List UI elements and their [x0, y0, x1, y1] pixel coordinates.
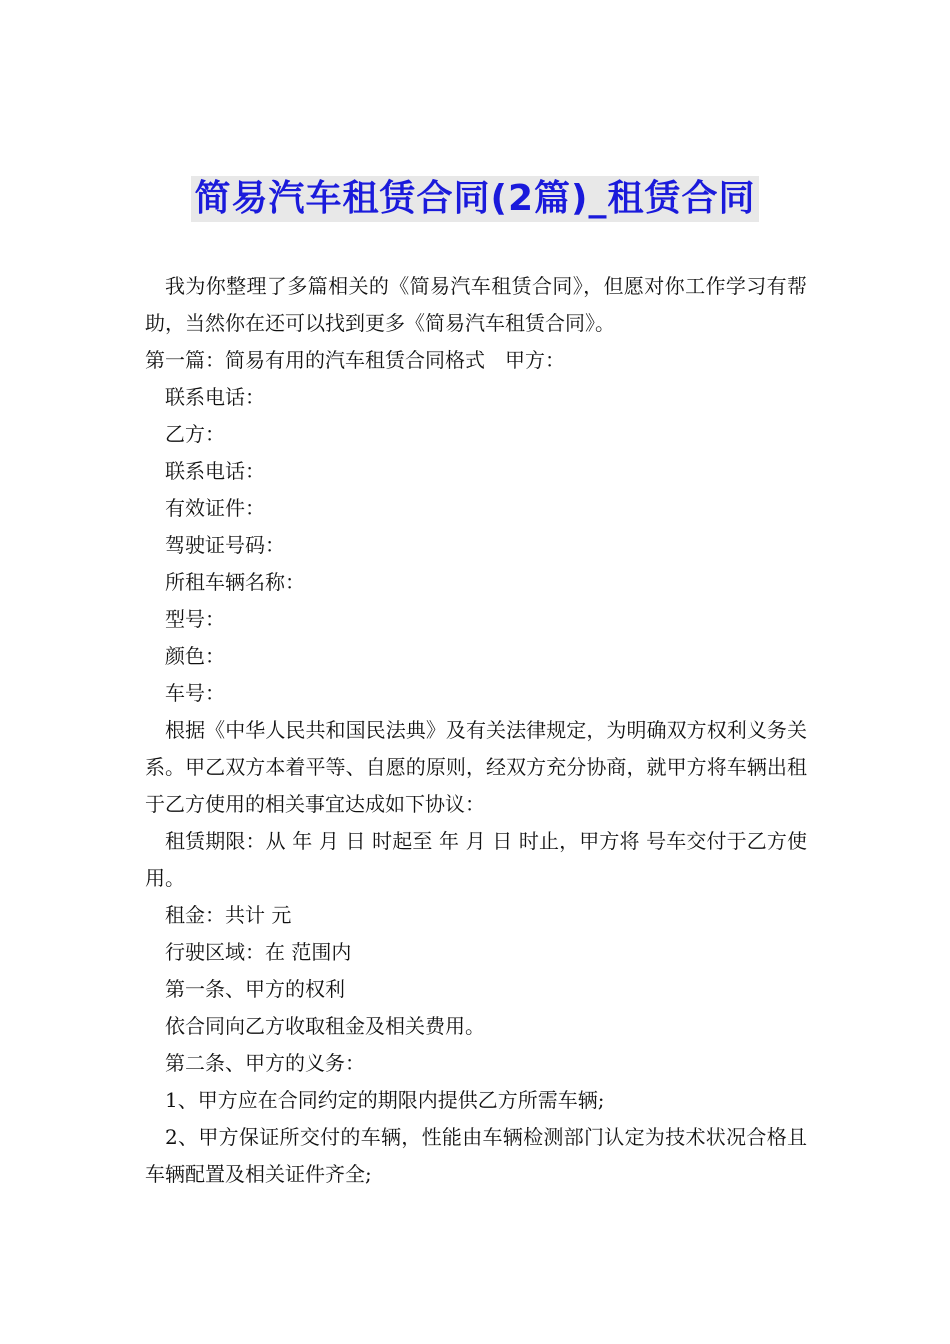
title-container: [0, 176, 950, 222]
paragraph-driving-area: 行驶区域：在 范围内: [165, 940, 352, 964]
paragraph-part-one-heading: 第一篇：简易有用的汽车租赁合同格式 甲方：: [145, 348, 565, 372]
paragraph-license-number: 驾驶证号码：: [165, 533, 285, 557]
paragraph-party-b: 乙方：: [165, 422, 225, 446]
paragraph-article-one: 第一条、甲方的权利: [165, 977, 345, 1001]
paragraph-vehicle-name: 所租车辆名称：: [165, 570, 305, 594]
paragraph-article-one-content: 依合同向乙方收取租金及相关费用。: [165, 1014, 485, 1038]
paragraph-plate-number: 车号：: [165, 681, 225, 705]
paragraph-rent: 租金：共计 元: [165, 903, 292, 927]
paragraph-party-b-phone: 联系电话：: [165, 459, 265, 483]
paragraph-model: 型号：: [165, 607, 225, 631]
paragraph-color: 颜色：: [165, 644, 225, 668]
paragraph-duty-2: 2、甲方保证所交付的车辆，性能由车辆检测部门认定为技术状况合格且车辆配置及相关证件齐全;: [145, 1125, 807, 1186]
paragraph-intro: 我为你整理了多篇相关的《简易汽车租赁合同》，但愿对你工作学习有帮助，当然你在还可以找到更多《简易汽车租赁合同》。: [145, 274, 807, 335]
paragraph-party-a-phone: 联系电话：: [165, 385, 265, 409]
document-body: [145, 268, 807, 1193]
paragraph-duty-1: 1、甲方应在合同约定的期限内提供乙方所需车辆;: [165, 1088, 605, 1112]
paragraph-article-two: 第二条、甲方的义务：: [165, 1051, 365, 1075]
paragraph-lease-term: 租赁期限：从 年 月 日 时起至 年 月 日 时止，甲方将 号车交付于乙方使用。: [145, 829, 807, 890]
document-title: 简易汽车租赁合同(2篇)_租赁合同: [191, 176, 760, 222]
paragraph-legal-basis: 根据《中华人民共和国民法典》及有关法律规定，为明确双方权利义务关系。甲乙双方本着平等、自愿的原则，经双方充分协商，就甲方将车辆出租于乙方使用的相关事宜达成如下协议：: [145, 718, 807, 816]
paragraph-valid-id: 有效证件：: [165, 496, 265, 520]
